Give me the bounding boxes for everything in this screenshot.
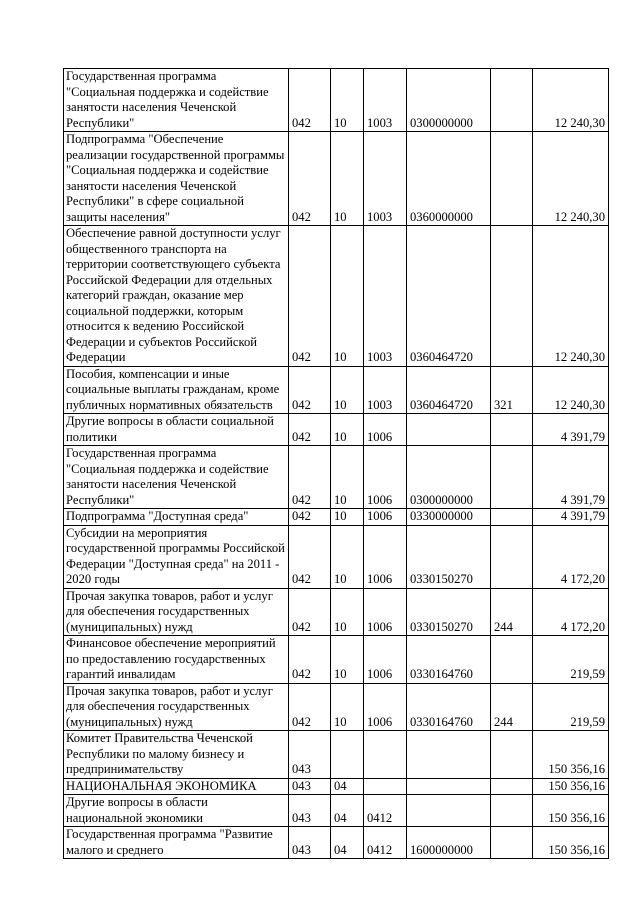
row-name-cell: Обеспечение равной доступности услуг общественного транспорта на территории соответствующего субъекта Российской Федерации для отдельных категорий граждан, оказание мер социальной поддержки, которым относится к ведению Российской Федерации и субъектов Российской Федерации bbox=[64, 226, 289, 367]
ministry-code-cell: 042 bbox=[289, 636, 331, 684]
amount-cell: 4 391,79 bbox=[533, 509, 609, 526]
target-article-code-cell bbox=[407, 795, 491, 827]
target-article-code-cell: 0330150270 bbox=[407, 525, 491, 588]
ministry-code-cell: 042 bbox=[289, 509, 331, 526]
amount-cell: 4 172,20 bbox=[533, 525, 609, 588]
target-article-code-cell bbox=[407, 731, 491, 779]
amount-cell: 219,59 bbox=[533, 683, 609, 731]
target-article-code-cell: 0330150270 bbox=[407, 588, 491, 636]
target-article-code-cell: 0360000000 bbox=[407, 132, 491, 226]
subsection-code-cell: 1003 bbox=[364, 132, 407, 226]
section-code-cell: 10 bbox=[331, 509, 364, 526]
row-name-cell: Комитет Правительства Чеченской Республики по малому бизнесу и предпринимательству bbox=[64, 731, 289, 779]
table-row bbox=[64, 731, 609, 779]
row-name-cell: Государственная программа "Развитие малого и среднего bbox=[64, 827, 289, 859]
target-article-code-cell: 0330164760 bbox=[407, 683, 491, 731]
row-name-cell: Прочая закупка товаров, работ и услуг для обеспечения государственных (муниципальных) нужд bbox=[64, 588, 289, 636]
section-code-cell: 10 bbox=[331, 636, 364, 684]
subsection-code-cell: 0412 bbox=[364, 795, 407, 827]
row-name-cell: Государственная программа "Социальная поддержка и содействие занятости населения Чеченской Республики" bbox=[64, 69, 289, 132]
expense-type-code-cell bbox=[491, 636, 533, 684]
budget-table bbox=[63, 68, 609, 859]
subsection-code-cell: 0412 bbox=[364, 827, 407, 859]
table-row bbox=[64, 132, 609, 226]
section-code-cell: 10 bbox=[331, 132, 364, 226]
amount-cell: 4 391,79 bbox=[533, 414, 609, 446]
expense-type-code-cell bbox=[491, 414, 533, 446]
row-name-cell: Прочая закупка товаров, работ и услуг для обеспечения государственных (муниципальных) нужд bbox=[64, 683, 289, 731]
row-name-cell: Финансовое обеспечение мероприятий по предоставлению государственных гарантий инвалидам bbox=[64, 636, 289, 684]
table-row bbox=[64, 525, 609, 588]
subsection-code-cell bbox=[364, 778, 407, 795]
table-row bbox=[64, 366, 609, 414]
amount-cell: 150 356,16 bbox=[533, 795, 609, 827]
amount-cell: 219,59 bbox=[533, 636, 609, 684]
target-article-code-cell: 1600000000 bbox=[407, 827, 491, 859]
target-article-code-cell bbox=[407, 778, 491, 795]
ministry-code-cell: 043 bbox=[289, 827, 331, 859]
target-article-code-cell: 0360464720 bbox=[407, 366, 491, 414]
amount-cell: 12 240,30 bbox=[533, 366, 609, 414]
row-name-cell: НАЦИОНАЛЬНАЯ ЭКОНОМИКА bbox=[64, 778, 289, 795]
ministry-code-cell: 042 bbox=[289, 525, 331, 588]
subsection-code-cell: 1003 bbox=[364, 226, 407, 367]
section-code-cell: 10 bbox=[331, 226, 364, 367]
ministry-code-cell: 042 bbox=[289, 683, 331, 731]
expense-type-code-cell bbox=[491, 69, 533, 132]
amount-cell: 4 391,79 bbox=[533, 446, 609, 509]
table-row bbox=[64, 683, 609, 731]
table-row bbox=[64, 827, 609, 859]
section-code-cell bbox=[331, 731, 364, 779]
table-row bbox=[64, 69, 609, 132]
subsection-code-cell bbox=[364, 731, 407, 779]
expense-type-code-cell bbox=[491, 446, 533, 509]
target-article-code-cell: 0330164760 bbox=[407, 636, 491, 684]
expense-type-code-cell bbox=[491, 731, 533, 779]
section-code-cell: 04 bbox=[331, 827, 364, 859]
subsection-code-cell: 1003 bbox=[364, 366, 407, 414]
target-article-code-cell: 0330000000 bbox=[407, 509, 491, 526]
section-code-cell: 10 bbox=[331, 414, 364, 446]
section-code-cell: 10 bbox=[331, 683, 364, 731]
expense-type-code-cell bbox=[491, 795, 533, 827]
ministry-code-cell: 043 bbox=[289, 778, 331, 795]
table-row bbox=[64, 509, 609, 526]
row-name-cell: Подпрограмма "Доступная среда" bbox=[64, 509, 289, 526]
ministry-code-cell: 042 bbox=[289, 132, 331, 226]
target-article-code-cell: 0300000000 bbox=[407, 69, 491, 132]
subsection-code-cell: 1006 bbox=[364, 683, 407, 731]
row-name-cell: Пособия, компенсации и иные социальные выплаты гражданам, кроме публичных нормативных обязательств bbox=[64, 366, 289, 414]
expense-type-code-cell bbox=[491, 778, 533, 795]
table-row bbox=[64, 414, 609, 446]
amount-cell: 4 172,20 bbox=[533, 588, 609, 636]
row-name-cell: Государственная программа "Социальная поддержка и содействие занятости населения Чеченской Республики" bbox=[64, 446, 289, 509]
table-row bbox=[64, 778, 609, 795]
expense-type-code-cell bbox=[491, 132, 533, 226]
section-code-cell: 10 bbox=[331, 525, 364, 588]
subsection-code-cell: 1006 bbox=[364, 509, 407, 526]
table-row bbox=[64, 795, 609, 827]
expense-type-code-cell: 244 bbox=[491, 588, 533, 636]
amount-cell: 150 356,16 bbox=[533, 827, 609, 859]
subsection-code-cell: 1006 bbox=[364, 588, 407, 636]
target-article-code-cell: 0360464720 bbox=[407, 226, 491, 367]
subsection-code-cell: 1006 bbox=[364, 636, 407, 684]
amount-cell: 12 240,30 bbox=[533, 132, 609, 226]
section-code-cell: 10 bbox=[331, 446, 364, 509]
expense-type-code-cell bbox=[491, 509, 533, 526]
table-row bbox=[64, 636, 609, 684]
ministry-code-cell: 042 bbox=[289, 588, 331, 636]
ministry-code-cell: 043 bbox=[289, 795, 331, 827]
subsection-code-cell: 1003 bbox=[364, 69, 407, 132]
table-row bbox=[64, 226, 609, 367]
subsection-code-cell: 1006 bbox=[364, 414, 407, 446]
amount-cell: 150 356,16 bbox=[533, 778, 609, 795]
expense-type-code-cell: 321 bbox=[491, 366, 533, 414]
ministry-code-cell: 042 bbox=[289, 446, 331, 509]
row-name-cell: Субсидии на мероприятия государственной программы Российской Федерации "Доступная среда" на 2011 - 2020 годы bbox=[64, 525, 289, 588]
section-code-cell: 04 bbox=[331, 795, 364, 827]
amount-cell: 150 356,16 bbox=[533, 731, 609, 779]
amount-cell: 12 240,30 bbox=[533, 69, 609, 132]
ministry-code-cell: 042 bbox=[289, 226, 331, 367]
section-code-cell: 04 bbox=[331, 778, 364, 795]
expense-type-code-cell bbox=[491, 226, 533, 367]
section-code-cell: 10 bbox=[331, 366, 364, 414]
subsection-code-cell: 1006 bbox=[364, 446, 407, 509]
ministry-code-cell: 042 bbox=[289, 414, 331, 446]
row-name-cell: Другие вопросы в области социальной политики bbox=[64, 414, 289, 446]
ministry-code-cell: 042 bbox=[289, 69, 331, 132]
table-row bbox=[64, 588, 609, 636]
section-code-cell: 10 bbox=[331, 69, 364, 132]
target-article-code-cell: 0300000000 bbox=[407, 446, 491, 509]
ministry-code-cell: 043 bbox=[289, 731, 331, 779]
row-name-cell: Подпрограмма "Обеспечение реализации государственной программы "Социальная поддержка и содействие занятости населения Чеченской Республики" в сфере социальной защиты населения" bbox=[64, 132, 289, 226]
expense-type-code-cell bbox=[491, 827, 533, 859]
amount-cell: 12 240,30 bbox=[533, 226, 609, 367]
expense-type-code-cell bbox=[491, 525, 533, 588]
target-article-code-cell bbox=[407, 414, 491, 446]
expense-type-code-cell: 244 bbox=[491, 683, 533, 731]
subsection-code-cell: 1006 bbox=[364, 525, 407, 588]
row-name-cell: Другие вопросы в области национальной экономики bbox=[64, 795, 289, 827]
budget-table-body bbox=[64, 69, 609, 859]
ministry-code-cell: 042 bbox=[289, 366, 331, 414]
section-code-cell: 10 bbox=[331, 588, 364, 636]
table-row bbox=[64, 446, 609, 509]
